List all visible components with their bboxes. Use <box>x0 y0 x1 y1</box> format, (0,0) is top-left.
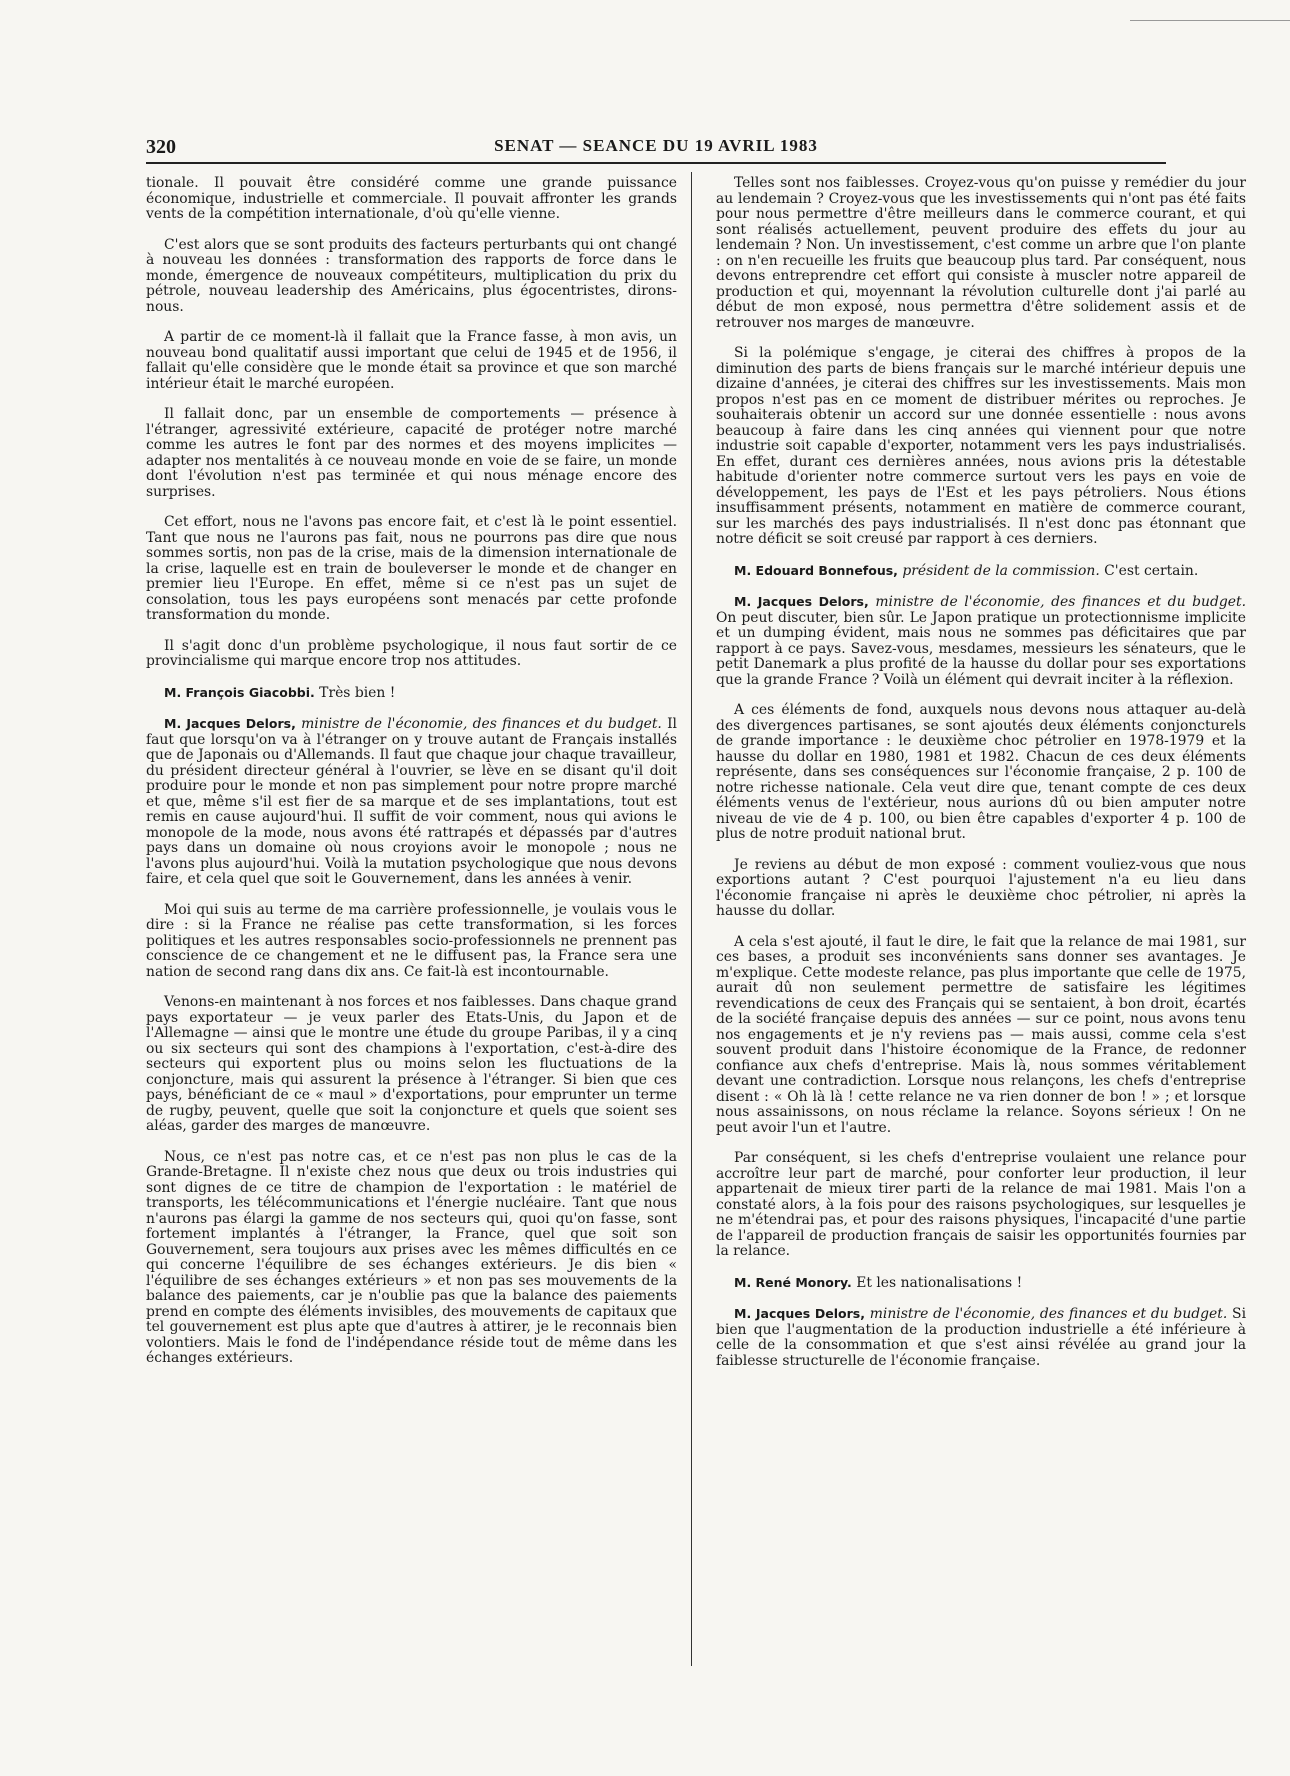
paragraph-text: Il s'agit donc d'un problème psychologique, il nous faut sortir de ce provincialisme qui marque encore trop nos attitudes. <box>146 637 677 669</box>
speaker-role: ministre de l'économie, des finances et du budget. <box>868 594 1246 610</box>
paragraph-text: Très bien ! <box>314 684 396 701</box>
speaker-paragraph <box>716 594 1246 688</box>
text-paragraph <box>146 238 677 316</box>
speaker-name: M. François Giacobbi. <box>164 684 315 700</box>
text-paragraph <box>146 407 677 500</box>
speaker-role: ministre de l'économie, des finances et du budget. <box>295 716 662 732</box>
speaker-paragraph <box>716 1306 1246 1369</box>
text-paragraph <box>146 903 677 981</box>
text-paragraph <box>716 858 1246 920</box>
text-paragraph <box>716 346 1246 548</box>
speaker-paragraph <box>146 685 677 702</box>
speaker-role: président de la commission. <box>897 562 1100 579</box>
paragraph-text: Si bien que l'augmentation de la production industrielle a été inférieure à celle de la consommation et que s'est ainsi révélée au grand jour la faiblesse structurelle de l'économie française. <box>716 1306 1247 1369</box>
page-header <box>146 136 1166 162</box>
speaker-name: M. Edouard Bonnefous, <box>734 562 898 578</box>
paragraph-text: Telles sont nos faiblesses. Croyez-vous qu'on puisse y remédier du jour au lendemain ? Croyez-vous que les investissements qui n'ont pas été faits pour nous permettre d'être meilleurs dans le commerce courant, et qui sont réalisés actuellement, peuvent produire des effets du jour au lendemain ? Non. Un investissement, c'est comme un arbre que l'on plante : on n'en recueille les fruits que beaucoup plus tard. Par conséquent, nous devons entreprendre cet effort qui consiste à muscler notre appareil de production et qui, moyennant la révolution culturelle dont j'ai parlé au début de mon exposé, nous permettra d'être solidement assis et de retrouver nos marges de manœuvre. <box>716 175 1246 331</box>
text-paragraph <box>146 330 677 392</box>
paragraph-text: Par conséquent, si les chefs d'entreprise voulaient une relance pour accroître leur part de marché, pour conforter leur production, il leur appartenait de mieux tirer parti de la relance de mai 1981. Mais l'on a constaté alors, à la fois pour des raisons psychologiques, sur lesquelles je ne m'étendrai pas, et pour des raisons physiques, l'incapacité d'une partie de l'appareil de production français de saisir les opportunités fournies par la relance. <box>716 1150 1246 1259</box>
speaker-name: M. Jacques Delors, <box>734 1306 865 1321</box>
scan-edge-line <box>1130 20 1290 21</box>
header-rule <box>146 162 1166 164</box>
paragraph-text: Cet effort, nous ne l'avons pas encore fait, et c'est là le point essentiel. Tant que nous ne l'aurons pas fait, nous ne pourrons pas dire que nous sommes sortis, non pas de la crise, mais de la dimension internationale de la crise, laquelle est en train de bouleverser le monde et de changer en premier lieu l'Europe. En effet, même si ce n'est pas un sujet de consolation, tous les pays européens sont menacés par cette profonde transformation du monde. <box>146 514 677 623</box>
text-paragraph <box>716 1151 1246 1260</box>
text-paragraph <box>146 1150 677 1367</box>
speaker-paragraph <box>716 1275 1246 1292</box>
text-paragraph <box>716 703 1246 843</box>
page-number: 320 <box>146 136 176 158</box>
paragraph-text: Il fallait donc, par un ensemble de comportements — présence à l'étranger, agressivité extérieure, capacité de protéger notre marché comme les autres le font par des normes et des moyens implicites — adapter nos mentalités à ce nouveau monde en voie de se faire, un monde dont l'évolution n'est pas terminée et qui nous ménage encore des surprises. <box>146 406 677 500</box>
text-paragraph <box>716 935 1246 1137</box>
speaker-name: M. Jacques Delors, <box>734 594 869 609</box>
paragraph-text: C'est certain. <box>1099 562 1199 579</box>
paragraph-text: C'est alors que se sont produits des facteurs perturbants qui ont changé à nouveau les données : transformation des rapports de force dans le monde, émergence de nouveaux compétiteurs, multiplication du prix du pétrole, nouveau leadership des Américains, plus égocentristes, dirons-nous. <box>146 236 677 315</box>
paragraph-text: A ces éléments de fond, auxquels nous devons nous attaquer au-delà des divergences partisanes, se sont ajoutés deux éléments conjoncturels de grande importance : le deuxième choc pétrolier en 1978-1979 et la hausse du dollar en 1980, 1981 et 1982. Chacun de ces deux éléments représente, dans ses conséquences sur l'économie française, 2 p. 100 de notre richesse nationale. Cela veut dire que, tenant compte de ces deux éléments venus de l'extérieur, nous aurions dû ou bien amputer notre niveau de vie de 4 p. 100, ou bien être capables d'exporter 4 p. 100 de plus de notre produit national brut. <box>716 702 1246 842</box>
paragraph-text: Nous, ce n'est pas notre cas, et ce n'est pas non plus le cas de la Grande-Bretagne. Il n'existe chez nous que deux ou trois industries qui sont dignes de ce titre de champion de l'exportation : le matériel de transports, les télécommunications et l'énergie nucléaire. Tant que nous n'aurons pas élargi la gamme de nos secteurs qui, quoi qu'on fasse, sont fortement implantés à l'étranger, la France, quel que soit son Gouvernement, sera toujours aux prises avec les mêmes difficultés en ce qui concerne l'équilibre de ses échanges extérieurs. Je dis bien « l'équilibre de ses échanges extérieurs » et non pas ses mouvements de la balance des paiements, car je n'oublie pas que la balance des paiements prend en compte des éléments invisibles, des mouvements de capitaux que tel gouvernement est plus apte que d'autres à attirer, je le reconnais bien volontiers. Mais le fond de l'indépendance réside tout de même dans les échanges extérieurs. <box>146 1148 677 1366</box>
text-paragraph <box>146 515 677 624</box>
column-separator <box>691 172 692 1666</box>
paragraph-text: Et les nationalisations ! <box>851 1274 1023 1291</box>
paragraph-text: tionale. Il pouvait être considéré comme une grande puissance économique, industrielle et commerciale. Il pouvait affronter les grands vents de la compétition internationale, d'où qu'elle vienne. <box>146 175 677 222</box>
speaker-paragraph <box>146 716 677 888</box>
speaker-role: ministre de l'économie, des finances et du budget. <box>864 1306 1228 1322</box>
text-paragraph <box>146 639 677 670</box>
paragraph-text: Moi qui suis au terme de ma carrière professionnelle, je voulais vous le dire : si la France ne réalise pas cette transformation, si les forces politiques et les autres responsables socio-professionnels ne prennent pas conscience de ce changement et ne le diffusent pas, la France sera une nation de second rang dans dix ans. Ce fait-là est incontournable. <box>146 901 677 980</box>
speaker-name: M. Jacques Delors, <box>164 716 296 731</box>
speaker-name: M. René Monory. <box>734 1274 852 1290</box>
paragraph-text: Si la polémique s'engage, je citerai des chiffres à propos de la diminution des parts de biens français sur le marché intérieur depuis une dizaine d'années, je citerai des chiffres sur les investissements. Mais mon propos n'est pas en ce moment de distribuer mérites ou reproches. Je souhaiterais obtenir un accord sur une donnée essentielle : nous avons beaucoup à faire dans les cinq années qui viennent pour que notre industrie soit capable d'exporter, notamment vers les pays industrialisés. En effet, durant ces dernières années, nous avions pris la détestable habitude d'orienter notre commerce surtout vers les pays en voie de développement, les pays de l'Est et les pays pétroliers. Nous étions insuffisamment présents, notamment en matière de commerce courant, sur les marchés des pays industrialisés. Il n'est donc pas étonnant que notre déficit se soit creusé par rapport à ces derniers. <box>716 345 1246 547</box>
paragraph-text: On peut discuter, bien sûr. Le Japon pratique un protectionnisme implicite et un dumping évident, mais nous ne sommes pas déficitaires que par rapport à ce pays. Savez-vous, mesdames, messieurs les sénateurs, que le petit Danemark a plus profité de la hausse du dollar pour ses exportations que la grande France ? Voilà un élément qui devrait inciter à la réflexion. <box>716 609 1246 688</box>
paragraph-text: Il faut que lorsqu'on va à l'étranger on y trouve autant de Français installés que de Japonais ou d'Allemands. Il faut que chaque jour chaque travailleur, du président directeur général à l'ouvrier, se lève en se disant qu'il doit produire pour le monde et non pas simplement pour notre propre marché et que, même s'il est fier de sa marque et de ses implantations, tout est remis en cause aujourd'hui. Il suffit de voir comment, nous qui avions le monopole de la mode, nous avons été rattrapés et dépassés par d'autres pays dans un domaine où nous croyions avoir le monopole ; nous ne l'avons plus aujourd'hui. Voilà la mutation psychologique que nous devons faire, et cela quel que soit le Gouvernement, dans les années à venir. <box>146 716 678 887</box>
text-paragraph <box>146 995 677 1135</box>
paragraph-text: A partir de ce moment-là il fallait que la France fasse, à mon avis, un nouveau bond qualitatif aussi important que celui de 1945 et de 1956, il fallait qu'elle considère que le monde était sa province et que son marché intérieur était le marché européen. <box>146 329 677 392</box>
left-column <box>146 176 677 1382</box>
right-column <box>716 176 1246 1384</box>
text-paragraph <box>146 176 677 223</box>
speaker-paragraph <box>716 563 1246 580</box>
paragraph-text: Je reviens au début de mon exposé : comment vouliez-vous que nous exportions autant ? C'est pourquoi l'ajustement n'a eu lieu dans l'économie française ni après le deuxième choc pétrolier, ni après la hausse du dollar. <box>716 856 1246 919</box>
paragraph-text: Venons-en maintenant à nos forces et nos faiblesses. Dans chaque grand pays exportateur — je veux parler des Etats-Unis, du Japon et de l'Allemagne — ainsi que le montre une étude du groupe Paribas, il y a cinq ou six secteurs qui sont des champions à l'exportation, c'est-à-dire des secteurs qui exportent plus ou moins selon les fluctuations de la conjoncture, mais qui assurent la présence à l'étranger. Si bien que ces pays, bénéficiant de ce « maul » d'exportations, pour emprunter un terme de rugby, peuvent, quelle que soit la conjoncture et quels que soient ses aléas, garder des marges de manœuvre. <box>146 994 677 1134</box>
text-paragraph <box>716 176 1246 331</box>
page-title: SENAT — SEANCE DU 19 AVRIL 1983 <box>494 136 818 155</box>
paragraph-text: A cela s'est ajouté, il faut le dire, le fait que la relance de mai 1981, sur ces bases, a produit ses inconvénients sans donner ses avantages. Je m'explique. Cette modeste relance, pas plus importante que celle de 1975, aurait dû non seulement permettre de satisfaire les légitimes revendications de ceux des Français qui se sentaient, à bon droit, écartés de la société française depuis des années — sur ce point, nous avons tenu nos engagements et je n'y reviens pas — mais aussi, comme cela s'est souvent produit dans l'histoire économique de la France, de redonner confiance aux chefs d'entreprise. Mais là, nous sommes véritablement devant une contradiction. Lorsque nous relançons, les chefs d'entreprise disent : « Oh là là ! cette relance ne va rien donner de bon ! » ; et lorsque nous assainissons, on nous réclame la relance. Soyons sérieux ! On ne peut avoir l'un et l'autre. <box>716 933 1246 1136</box>
